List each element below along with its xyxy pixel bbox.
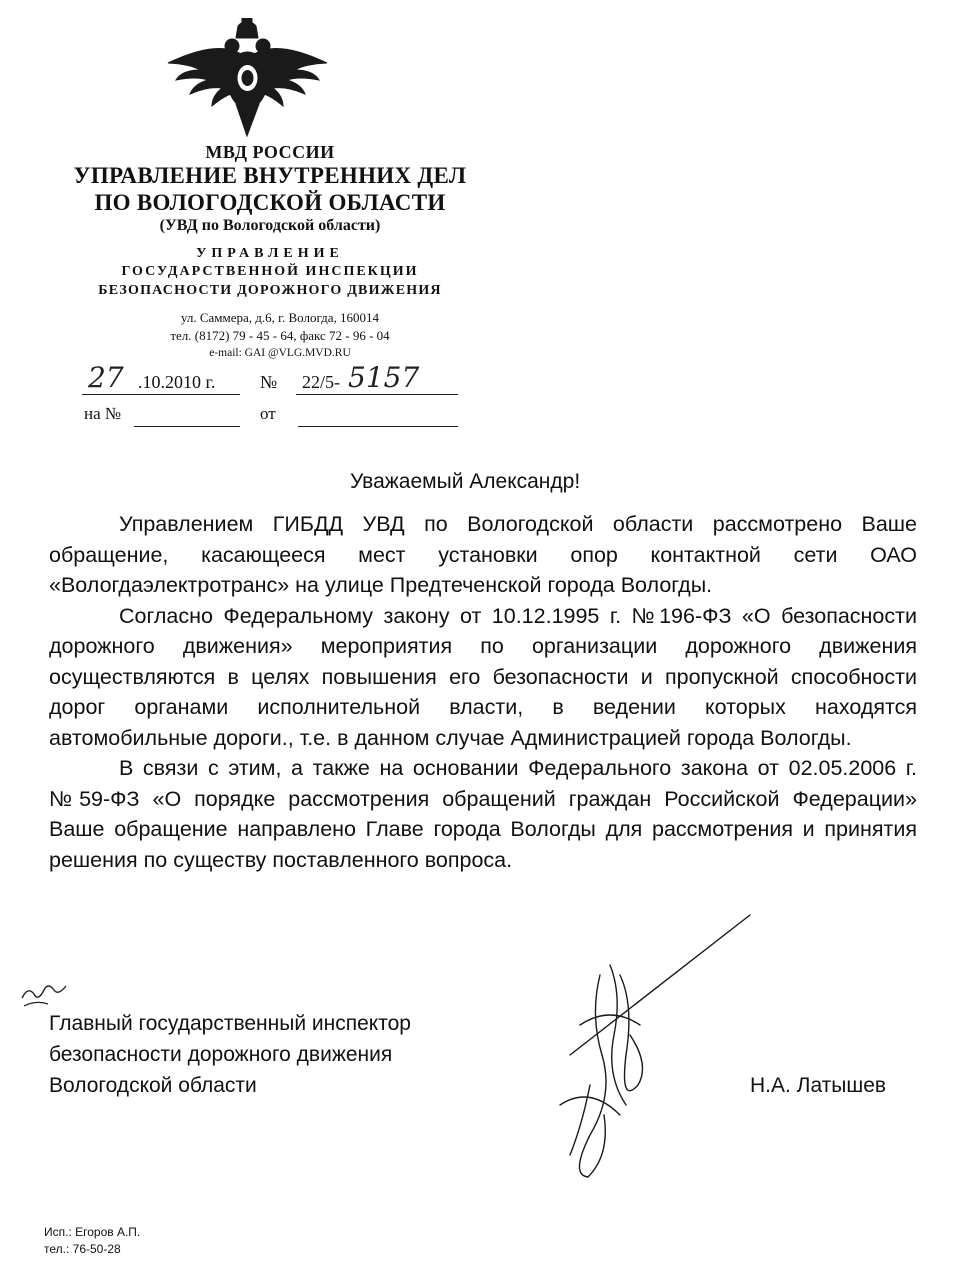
email-address: e-mail: GAI @VLG.MVD.RU [209,347,351,359]
date-underline [82,394,240,395]
phone-fax: тел. (8172) 79 - 45 - 64, факс 72 - 96 - 04 [170,328,390,343]
number-underline [296,394,458,395]
signatory-name: Н.А. Латышев [750,1074,887,1097]
postal-address: ул. Саммера, д.6, г. Вологда, 160014 [180,310,380,325]
registration-date [82,362,242,396]
number-label: № [260,372,278,392]
reference-number-line [134,426,240,427]
date-handwritten: 27 [88,361,124,394]
signatory-title-line3: Вологодской области [49,1074,257,1097]
reference-date-line [298,426,458,427]
subdepartment-line1: УПРАВЛЕНИЕ [196,246,344,261]
executor-name: Исп.: Егоров А.П. [44,1225,141,1239]
paragraph-2: Согласно Федеральному закону от 10.12.1995 г. №196-ФЗ «О безопасности дорожного движения» мероприятия по организации дорожного движения осуществляются в целях повышения его безопасности и пропускной способности дорог органами исполнительной власти, в ведении которых находятся автомобильные дороги., т.е. в данном случае Администрацией города Вологды. [49,603,917,750]
registration-number [296,362,458,396]
number-printed: 22/5- [302,372,340,392]
number-handwritten: 5157 [348,361,420,394]
signatory-title-line1: Главный государственный инспектор [49,1012,411,1035]
department-name-line2: ПО ВОЛОГОДСКОЙ ОБЛАСТИ [94,190,446,215]
letter-body [49,509,917,875]
department-name-line1: УПРАВЛЕНИЕ ВНУТРЕННИХ ДЕЛ [73,163,467,188]
department-abbreviation: (УВД по Вологодской области) [159,217,381,234]
subdepartment-line3: БЕЗОПАСНОСТИ ДОРОЖНОГО ДВИЖЕНИЯ [98,283,442,298]
subdepartment-line2: ГОСУДАРСТВЕННОЙ ИНСПЕКЦИИ [121,264,419,279]
executor-phone: тел.: 76-50-28 [44,1242,121,1256]
date-printed: .10.2010 г. [138,372,216,392]
reference-date-label: от [260,404,276,423]
reference-number-label: на № [84,404,122,423]
salutation: Уважаемый Александр! [350,470,581,493]
mvd-eagle-emblem-icon [160,18,335,143]
signatory-title [49,1008,411,1101]
paragraph-3: В связи с этим, а также на основании Федерального закона от 02.05.2006 г. №59-ФЗ «О порядке рассмотрения обращений граждан Российской Федерации» Ваше обращение направлено Главе города Вологды для рассмотрения и принятия решения по существу поставленного вопроса. [49,756,917,872]
handwritten-signature-icon [530,905,770,1185]
paragraph-1: Управлением ГИБДД УВД по Вологодской области рассмотрено Ваше обращение, касающееся мест установки опор контактной сети ОАО «Вологдаэлектротранс» на улице Предтеченской города Вологды. [49,512,917,597]
signatory-title-line2: безопасности дорожного движения [49,1043,393,1066]
ministry-name: МВД РОССИИ [205,142,335,162]
